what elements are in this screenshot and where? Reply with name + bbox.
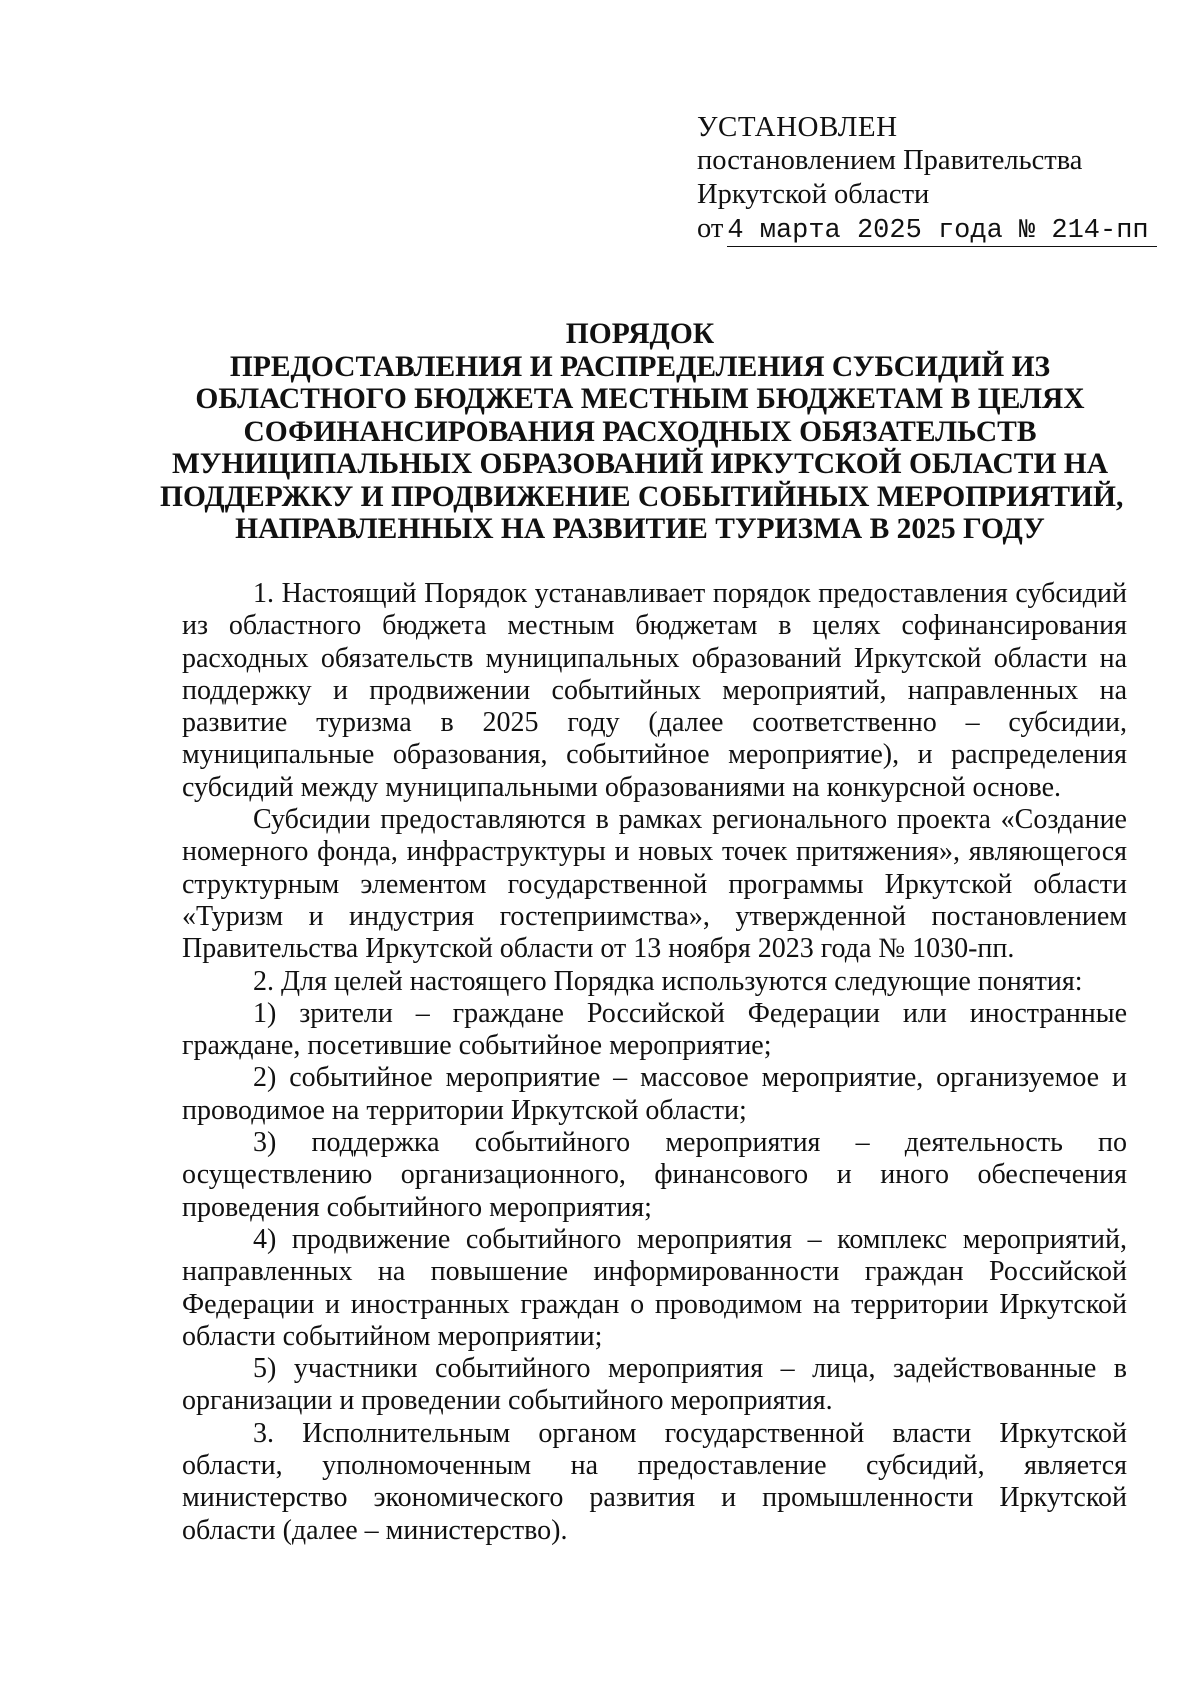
title-line: МУНИЦИПАЛЬНЫХ ОБРАЗОВАНИЙ ИРКУТСКОЙ ОБЛАСТИ НА bbox=[171, 448, 1109, 480]
definition-event-participants: 5) участники событийного мероприятия – лица, задействованные в организации и проведении событийного мероприятия. bbox=[182, 1353, 1127, 1417]
document-body bbox=[182, 578, 1127, 1547]
approval-stamp bbox=[697, 110, 1149, 247]
title-line: СОФИНАНСИРОВАНИЯ РАСХОДНЫХ ОБЯЗАТЕЛЬСТВ bbox=[243, 415, 1037, 448]
paragraph-2: 2. Для целей настоящего Порядка используются следующие понятия: bbox=[253, 965, 1083, 997]
definition-event: 2) событийное мероприятие – массовое мероприятие, организуемое и проводимое на территории Иркутской области; bbox=[182, 1062, 1127, 1126]
title-line: ПРЕДОСТАВЛЕНИЯ И РАСПРЕДЕЛЕНИЯ СУБСИДИЙ ИЗ bbox=[229, 350, 1051, 383]
definition-spectators: 1) зрители – граждане Российской Федерации или иностранные граждане, посетившие событийное мероприятие; bbox=[182, 997, 1127, 1062]
definition-event-promotion: 4) продвижение событийного мероприятия – комплекс мероприятий, направленных на повышение информированности граждан Российской Федерации и иностранных граждан о проводимом на территории Иркутской области событийном мероприятии; bbox=[182, 1223, 1127, 1352]
paragraph-subsidies-project: Субсидии предоставляются в рамках регионального проекта «Создание номерного фонда, инфраструктуры и новых точек притяжения», являющегося структурным элементом государственной программы Иркутской области «Туризм и индустрия гостеприимства», утвержденной постановлением Правительства Иркутской области от 13 ноября 2023 года № 1030-пп. bbox=[182, 804, 1127, 965]
document-title bbox=[160, 318, 1124, 546]
title-line: ПОРЯДОК bbox=[565, 318, 715, 350]
approval-region: Иркутской области bbox=[697, 179, 930, 210]
title-line: ПОДДЕРЖКУ И ПРОДВИЖЕНИЕ СОБЫТИЙНЫХ МЕРОПРИЯТИЙ, bbox=[160, 480, 1124, 513]
approval-date-prefix: от bbox=[697, 213, 724, 244]
approval-date-value: 4 марта 2025 года № 214-пп bbox=[727, 216, 1156, 247]
approval-authority: постановлением Правительства bbox=[697, 145, 1083, 176]
title-line: ОБЛАСТНОГО БЮДЖЕТА МЕСТНЫМ БЮДЖЕТАМ В ЦЕЛЯХ bbox=[195, 383, 1085, 415]
approval-date-line bbox=[697, 212, 1149, 247]
approval-heading: УСТАНОВЛЕН bbox=[697, 111, 898, 143]
title-line: НАПРАВЛЕННЫХ НА РАЗВИТИЕ ТУРИЗМА В 2025 ГОДУ bbox=[235, 513, 1045, 545]
paragraph-3: 3. Исполнительным органом государственной власти Иркутской области, уполномоченным на предоставление субсидий, является министерство экономического развития и промышленности Иркутской области (далее – министерство). bbox=[182, 1417, 1127, 1546]
definition-event-support: 3) поддержка событийного мероприятия – деятельность по осуществлению организационного, финансового и иного обеспечения проведения событийного мероприятия; bbox=[182, 1127, 1127, 1223]
paragraph-1: 1. Настоящий Порядок устанавливает порядок предоставления субсидий из областного бюджета местным бюджетам в целях софинансирования расходных обязательств муниципальных образований Иркутской области на поддержку и продвижении событийных мероприятий, направленных на развитие туризма в 2025 году (далее соответственно – субсидии, муниципальные образования, событийное мероприятие), и распределения субсидий между муниципальными образованиями на конкурсной основе. bbox=[182, 578, 1127, 803]
